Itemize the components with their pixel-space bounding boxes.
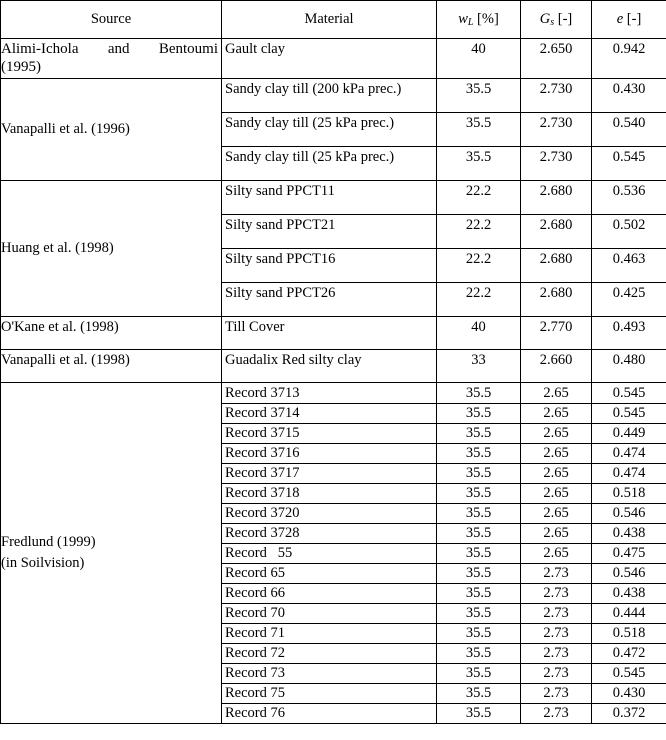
- material-cell: Record 3715: [222, 424, 437, 444]
- source-cell: Alimi-Ichola and Bentoumi (1995): [1, 39, 222, 79]
- material-cell: Record 55: [222, 544, 437, 564]
- specific-gravity-cell: 2.73: [521, 644, 592, 664]
- void-ratio-cell: 0.545: [592, 664, 666, 684]
- header-specific-gravity: $G_s$ [-]: [521, 1, 592, 39]
- material-cell: Record 3728: [222, 524, 437, 544]
- material-cell: Sandy clay till (25 kPa prec.): [222, 113, 437, 147]
- specific-gravity-cell: 2.680: [521, 283, 592, 317]
- header-row: [1, 1, 666, 39]
- material-cell: Guadalix Red silty clay: [222, 350, 437, 383]
- material-cell: Record 3720: [222, 504, 437, 524]
- void-ratio-cell: 0.493: [592, 317, 666, 350]
- liquid-limit-cell: 35.5: [437, 624, 521, 644]
- specific-gravity-cell: 2.73: [521, 624, 592, 644]
- liquid-limit-cell: 40: [437, 317, 521, 350]
- void-ratio-cell: 0.430: [592, 79, 666, 113]
- material-cell: Record 76: [222, 704, 437, 724]
- liquid-limit-cell: 22.2: [437, 181, 521, 215]
- liquid-limit-cell: 35.5: [437, 604, 521, 624]
- liquid-limit-cell: 35.5: [437, 524, 521, 544]
- liquid-limit-cell: 35.5: [437, 424, 521, 444]
- specific-gravity-cell: 2.65: [521, 484, 592, 504]
- header-material: Material: [222, 1, 437, 39]
- source-cell: Vanapalli et al. (1996): [1, 79, 222, 181]
- material-cell: Silty sand PPCT21: [222, 215, 437, 249]
- source-cell: Vanapalli et al. (1998): [1, 350, 222, 383]
- material-cell: Record 3717: [222, 464, 437, 484]
- liquid-limit-cell: 40: [437, 39, 521, 79]
- liquid-limit-cell: 35.5: [437, 704, 521, 724]
- void-ratio-cell: 0.430: [592, 684, 666, 704]
- table-row: [1, 39, 666, 79]
- specific-gravity-cell: 2.680: [521, 215, 592, 249]
- liquid-limit-cell: 35.5: [437, 504, 521, 524]
- void-ratio-cell: 0.472: [592, 644, 666, 664]
- liquid-limit-cell: 33: [437, 350, 521, 383]
- table-row: [1, 383, 666, 404]
- liquid-limit-cell: 35.5: [437, 383, 521, 404]
- liquid-limit-cell: 22.2: [437, 215, 521, 249]
- void-ratio-cell: 0.425: [592, 283, 666, 317]
- liquid-limit-cell: 35.5: [437, 644, 521, 664]
- specific-gravity-cell: 2.73: [521, 664, 592, 684]
- material-cell: Record 75: [222, 684, 437, 704]
- specific-gravity-cell: 2.650: [521, 39, 592, 79]
- specific-gravity-cell: 2.730: [521, 147, 592, 181]
- void-ratio-cell: 0.540: [592, 113, 666, 147]
- material-cell: Record 3713: [222, 383, 437, 404]
- table-row: [1, 181, 666, 215]
- specific-gravity-cell: 2.680: [521, 181, 592, 215]
- material-cell: Record 66: [222, 584, 437, 604]
- void-ratio-cell: 0.444: [592, 604, 666, 624]
- material-cell: Record 71: [222, 624, 437, 644]
- liquid-limit-cell: 35.5: [437, 484, 521, 504]
- specific-gravity-cell: 2.73: [521, 584, 592, 604]
- liquid-limit-cell: 35.5: [437, 79, 521, 113]
- material-cell: Record 3714: [222, 404, 437, 424]
- source-cell: Huang et al. (1998): [1, 181, 222, 317]
- material-cell: Silty sand PPCT16: [222, 249, 437, 283]
- liquid-limit-cell: 35.5: [437, 464, 521, 484]
- void-ratio-cell: 0.438: [592, 524, 666, 544]
- table-row: [1, 79, 666, 113]
- void-ratio-cell: 0.942: [592, 39, 666, 79]
- void-ratio-cell: 0.474: [592, 444, 666, 464]
- specific-gravity-cell: 2.73: [521, 684, 592, 704]
- specific-gravity-cell: 2.65: [521, 404, 592, 424]
- specific-gravity-cell: 2.660: [521, 350, 592, 383]
- specific-gravity-cell: 2.73: [521, 564, 592, 584]
- specific-gravity-cell: 2.770: [521, 317, 592, 350]
- void-ratio-cell: 0.475: [592, 544, 666, 564]
- void-ratio-cell: 0.518: [592, 484, 666, 504]
- material-cell: Gault clay: [222, 39, 437, 79]
- void-ratio-cell: 0.474: [592, 464, 666, 484]
- header-liquid-limit: $w_L$ [%]: [437, 1, 521, 39]
- specific-gravity-cell: 2.73: [521, 604, 592, 624]
- specific-gravity-cell: 2.73: [521, 704, 592, 724]
- material-cell: Sandy clay till (200 kPa prec.): [222, 79, 437, 113]
- specific-gravity-cell: 2.65: [521, 424, 592, 444]
- table-row: [1, 317, 666, 350]
- material-cell: Till Cover: [222, 317, 437, 350]
- liquid-limit-cell: 22.2: [437, 249, 521, 283]
- specific-gravity-cell: 2.65: [521, 383, 592, 404]
- liquid-limit-cell: 35.5: [437, 564, 521, 584]
- specific-gravity-cell: 2.65: [521, 464, 592, 484]
- specific-gravity-cell: 2.65: [521, 444, 592, 464]
- source-cell: Fredlund (1999) (in Soilvision): [1, 383, 222, 724]
- liquid-limit-cell: 35.5: [437, 664, 521, 684]
- liquid-limit-cell: 35.5: [437, 404, 521, 424]
- table-row: [1, 350, 666, 383]
- header-void-ratio: e [-]: [592, 1, 666, 39]
- specific-gravity-cell: 2.65: [521, 504, 592, 524]
- material-cell: Record 65: [222, 564, 437, 584]
- void-ratio-cell: 0.545: [592, 404, 666, 424]
- specific-gravity-cell: 2.680: [521, 249, 592, 283]
- void-ratio-cell: 0.502: [592, 215, 666, 249]
- liquid-limit-cell: 35.5: [437, 544, 521, 564]
- material-cell: Silty sand PPCT26: [222, 283, 437, 317]
- material-cell: Sandy clay till (25 kPa prec.): [222, 147, 437, 181]
- void-ratio-cell: 0.438: [592, 584, 666, 604]
- liquid-limit-cell: 35.5: [437, 444, 521, 464]
- material-cell: Record 3718: [222, 484, 437, 504]
- liquid-limit-cell: 35.5: [437, 584, 521, 604]
- void-ratio-cell: 0.480: [592, 350, 666, 383]
- void-ratio-cell: 0.536: [592, 181, 666, 215]
- material-cell: Record 70: [222, 604, 437, 624]
- void-ratio-cell: 0.545: [592, 147, 666, 181]
- liquid-limit-cell: 35.5: [437, 147, 521, 181]
- void-ratio-cell: 0.518: [592, 624, 666, 644]
- material-cell: Record 3716: [222, 444, 437, 464]
- void-ratio-cell: 0.463: [592, 249, 666, 283]
- specific-gravity-cell: 2.65: [521, 524, 592, 544]
- material-cell: Record 73: [222, 664, 437, 684]
- header-source: Source: [1, 1, 222, 39]
- void-ratio-cell: 0.545: [592, 383, 666, 404]
- liquid-limit-cell: 22.2: [437, 283, 521, 317]
- specific-gravity-cell: 2.65: [521, 544, 592, 564]
- liquid-limit-cell: 35.5: [437, 684, 521, 704]
- specific-gravity-cell: 2.730: [521, 113, 592, 147]
- liquid-limit-cell: 35.5: [437, 113, 521, 147]
- void-ratio-cell: 0.372: [592, 704, 666, 724]
- void-ratio-cell: 0.546: [592, 504, 666, 524]
- source-cell: O'Kane et al. (1998): [1, 317, 222, 350]
- specific-gravity-cell: 2.730: [521, 79, 592, 113]
- material-cell: Silty sand PPCT11: [222, 181, 437, 215]
- void-ratio-cell: 0.546: [592, 564, 666, 584]
- void-ratio-cell: 0.449: [592, 424, 666, 444]
- material-cell: Record 72: [222, 644, 437, 664]
